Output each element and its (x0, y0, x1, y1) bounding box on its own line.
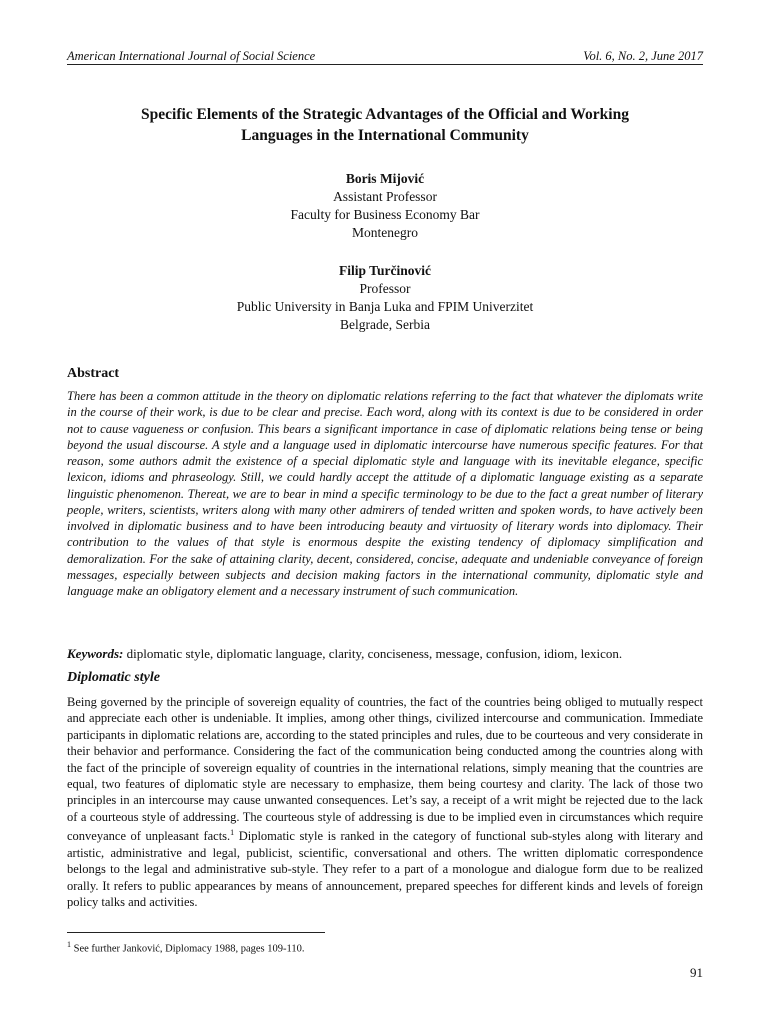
author-location: Belgrade, Serbia (340, 317, 430, 332)
section-text-b: Diplomatic style is ranked in the category of functional sub-styles along with literary and artistic, administrative and legal, publicist, scientific, conversational and others. The written diplomatic correspondence belongs to the legal and administrative sub-style. They refer to a part of a monologue and dialogue form due to be realized orally. It refers to public appearances by means of announcement, prepared speeches for different kinds and levels of foreign policy talks and activities. (67, 829, 703, 910)
section-text-a: Being governed by the principle of sovereign equality of countries, the fact of the countries being obliged to mutually respect and appreciate each other is undeniable. It implies, among other things, civilized intercourse and communication. Immediate participants in diplomatic relations are, according to the stated principles and rules, due to be courteous and very considerate in their behavior and performance. Considering the fact of the communication being conducted among the countries along with the fact of the principle of sovereign equality of countries in the international relations, simply meaning that the countries are equal, two features of diplomatic style are necessary to emphasize, them being courtesy and clarity. The lack of those two principles in an intercourse may cause unwanted consequences. Let’s say, a receipt of a writ might be rejected due to the lack of a courteous style of addressing. The courteous style of addressing is due to be implied even in circumstances which require conveyance of unpleasant facts. (67, 695, 703, 844)
footnote (67, 938, 304, 956)
title-line-1: Specific Elements of the Strategic Advantages of the Official and Working (141, 106, 629, 123)
author-affiliation: Public University in Banja Luka and FPIM Univerzitet (236, 299, 534, 314)
author-block (67, 262, 703, 334)
author-position: Professor (359, 281, 411, 296)
running-header (67, 48, 703, 65)
author-name: Filip Turčinović (339, 263, 431, 278)
issue-info: Vol. 6, No. 2, June 2017 (583, 49, 703, 63)
author-affiliation: Faculty for Business Economy Bar (290, 207, 480, 222)
footnote-text: See further Janković, Diplomacy 1988, pages 109-110. (71, 943, 305, 955)
footnote-mark: 1 (67, 940, 71, 949)
abstract-text: There has been a common attitude in the theory on diplomatic relations referring to the fact that whatever the diplomats write in the course of their work, is due to be clear and precise. Each word, along with its context is due to be considered in order not to cause vagueness or confusion. This bears a significant importance in case of diplomatic relations being tense or being beyond the usual discourse. A style and a language used in diplomatic intercourse have numerous specific features. For that reason, some authors admit the existence of a special diplomatic style and language with its inevitable elegance, specific lexicon, idioms and phraseology. Still, we could hardly accept the attitude of a diplomatic language existing as a separate linguistic phenomenon. Thereat, we are to bear in mind a specific terminology to be due to the fact a great number of literary people, writers, scientists, writers along with many other admirers of tended written and spoken words, to have actively been involved in diplomatic business and to have been introducing beauty and virtuosity of literary words into diplomacy. Their contribution to the values of that style is enormous despite the existing tendency of diplomacy simplification and demoralization. For the sake of attaining clarity, decent, considered, concise, adequate and undeniable conveyance of foreign messages, especially between subjects and decision making factors in the international community, diplomatic style and language make an obligatory element and a necessary instrument of such communication. (67, 389, 703, 598)
author-position: Assistant Professor (333, 189, 437, 204)
journal-name: American International Journal of Social Science (67, 49, 316, 63)
author-block (67, 170, 703, 242)
footnote-divider (67, 932, 325, 933)
keywords-text: diplomatic style, diplomatic language, clarity, conciseness, message, confusion, idiom, lexicon. (123, 646, 623, 661)
section-heading: Diplomatic style (67, 670, 160, 685)
paper-title (67, 104, 703, 146)
keywords (67, 645, 703, 662)
page-number: 91 (690, 965, 703, 980)
author-name: Boris Mijović (345, 171, 425, 186)
section-body (67, 694, 703, 910)
footnote-ref[interactable]: 1 (230, 828, 235, 838)
keywords-label: Keywords: (67, 646, 124, 661)
title-line-2: Languages in the International Community (241, 127, 529, 144)
abstract-heading: Abstract (67, 366, 120, 381)
author-location: Montenegro (352, 225, 418, 240)
